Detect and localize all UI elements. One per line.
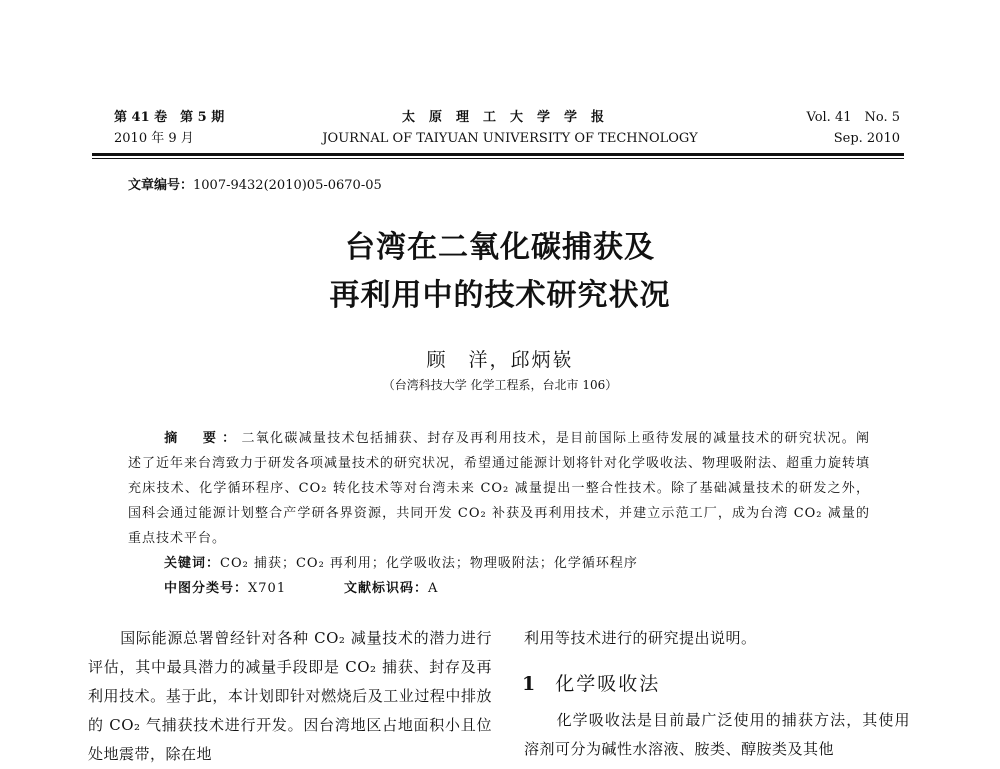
authors: 顾 洋，邱炳嵚	[426, 349, 574, 371]
body-right-column	[524, 706, 910, 764]
document-code-label: 文献标识码：	[344, 581, 429, 596]
journal-volume-info-en	[807, 107, 901, 149]
header-rule-thin	[92, 158, 904, 159]
document-code	[344, 577, 438, 596]
article-number	[128, 174, 382, 193]
section-heading	[522, 669, 660, 696]
issue-date-en: Sep. 2010	[833, 131, 900, 146]
article-number-value: 1007-9432(2010)05-0670-05	[193, 178, 382, 193]
classification-value: X701	[248, 581, 287, 596]
volume-issue: 第 41 卷 第 5 期	[114, 110, 225, 125]
issue-date-cn: 2010 年 9 月	[114, 131, 194, 146]
article-number-label: 文章编号：	[128, 178, 194, 193]
body-left-column	[88, 624, 492, 769]
journal-name	[300, 107, 720, 149]
document-code-value: A	[428, 581, 439, 596]
keywords	[164, 552, 638, 571]
journal-name-en: JOURNAL OF TAIYUAN UNIVERSITY OF TECHNOLOGY	[322, 131, 698, 146]
header-rule-thick	[92, 153, 904, 156]
vol-no-en: Vol. 41 No. 5	[806, 110, 900, 125]
keywords-label: 关键词：	[164, 556, 221, 571]
affiliation: （台湾科技大学 化学工程系，台北市 106）	[382, 378, 618, 392]
section-number: 1	[522, 673, 538, 695]
abstract	[128, 426, 870, 551]
body-right-paragraph-1: 利用等技术进行的研究提出说明。	[524, 629, 757, 647]
classification-label: 中图分类号：	[164, 581, 249, 596]
body-left-paragraph: 国际能源总署曾经针对各种 CO₂ 减量技术的潜力进行评估，其中最具潜力的减量手段即是 CO₂ 捕获、封存及再利用技术。基于此，本计划即针对燃烧后及工业过程中排放的 CO₂ 气捕获技术进行开发。因台湾地区占地面积小且位处地震带，除在地	[88, 629, 492, 763]
journal-name-cn: 太原理工大学学报	[401, 110, 618, 125]
paper-title-line-2: 再利用中的技术研究状况	[329, 278, 671, 313]
classification-number	[164, 577, 286, 596]
abstract-label: 摘 要：	[164, 431, 242, 446]
section-title: 化学吸收法	[555, 673, 661, 695]
paper-title-line-1: 台湾在二氧化碳捕获及	[345, 230, 655, 265]
abstract-text: 二氧化碳减量技术包括捕获、封存及再利用技术，是目前国际上亟待发展的减量技术的研究状况。阐述了近年来台湾致力于研发各项减量技术的研究状况，希望通过能源计划将针对化学吸收法、物理吸附法、超重力旋转填充床技术、化学循环程序、CO₂ 转化技术等对台湾未来 CO₂ 减量提出一整合性技术。除了基础减量技术的研发之外，国科会通过能源计划整合产学研各界资源，共同开发 CO₂ 补获及再利用技术，并建立示范工厂，成为台湾 CO₂ 减量的重点技术平台。	[128, 431, 871, 546]
keywords-text: CO₂ 捕获；CO₂ 再利用；化学吸收法；物理吸附法；化学循环程序	[220, 556, 638, 571]
journal-volume-info	[114, 107, 224, 149]
body-right-paragraph-2: 化学吸收法是目前最广泛使用的捕获方法，其使用溶剂可分为碱性水溶液、胺类、醇胺类及其他	[524, 711, 910, 758]
